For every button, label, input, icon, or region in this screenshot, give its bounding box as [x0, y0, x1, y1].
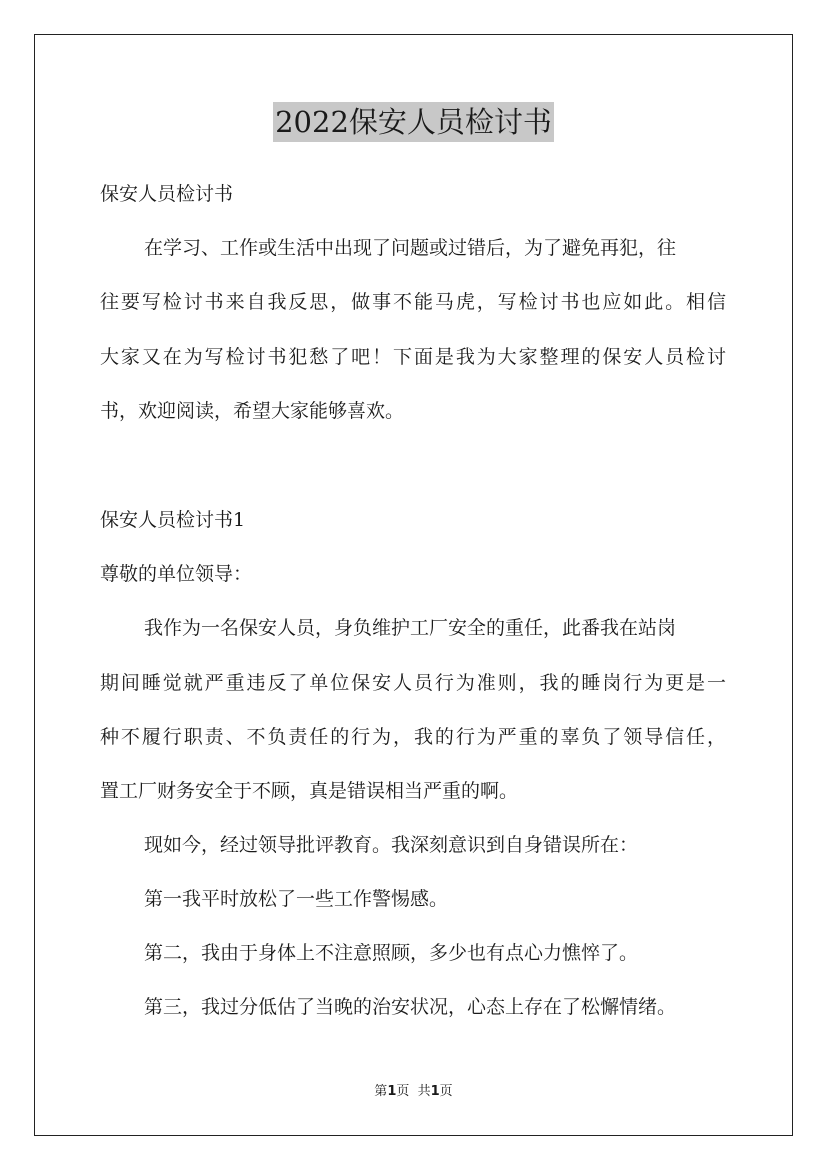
intro-line-3: 大家又在为写检讨书犯愁了吧！下面是我为大家整理的保安人员检讨	[100, 346, 726, 368]
title-container	[0, 102, 827, 142]
letter-heading: 保安人员检讨书1	[100, 509, 246, 531]
document-title: 2022保安人员检讨书	[273, 102, 554, 142]
footer-page-suffix: 页	[439, 1084, 453, 1099]
letter-point-2: 第二，我由于身体上不注意照顾，多少也有点心力憔悴了。	[144, 942, 639, 964]
letter-line-3: 种不履行职责、不负责任的行为，我的行为严重的辜负了领导信任，	[100, 726, 726, 748]
letter-point-1: 第一我平时放松了一些工作警惕感。	[144, 888, 449, 910]
letter-salutation: 尊敬的单位领导：	[100, 563, 253, 585]
letter-line-5: 现如今，经过领导批评教育。我深刻意识到自身错误所在：	[144, 834, 639, 856]
footer-page-prefix: 第	[374, 1084, 388, 1099]
intro-line-1: 在学习、工作或生活中出现了问题或过错后，为了避免再犯，往	[144, 237, 677, 259]
intro-line-4: 书，欢迎阅读，希望大家能够喜欢。	[100, 400, 405, 422]
footer-page-number: 1	[387, 1084, 397, 1099]
section-heading: 保安人员检讨书	[100, 183, 234, 205]
footer-page-mid: 页 共	[396, 1084, 431, 1099]
letter-point-3: 第三，我过分低估了当晚的治安状况，心态上存在了松懈情绪。	[144, 996, 677, 1018]
page-footer	[0, 1083, 827, 1101]
intro-line-2: 往要写检讨书来自我反思，做事不能马虎，写检讨书也应如此。相信	[100, 291, 726, 313]
letter-line-4: 置工厂财务安全于不顾，真是错误相当严重的啊。	[100, 780, 519, 802]
letter-line-2: 期间睡觉就严重违反了单位保安人员行为准则，我的睡岗行为更是一	[100, 672, 726, 694]
footer-page-total: 1	[430, 1084, 440, 1099]
letter-line-1: 我作为一名保安人员，身负维护工厂安全的重任，此番我在站岗	[144, 617, 677, 639]
